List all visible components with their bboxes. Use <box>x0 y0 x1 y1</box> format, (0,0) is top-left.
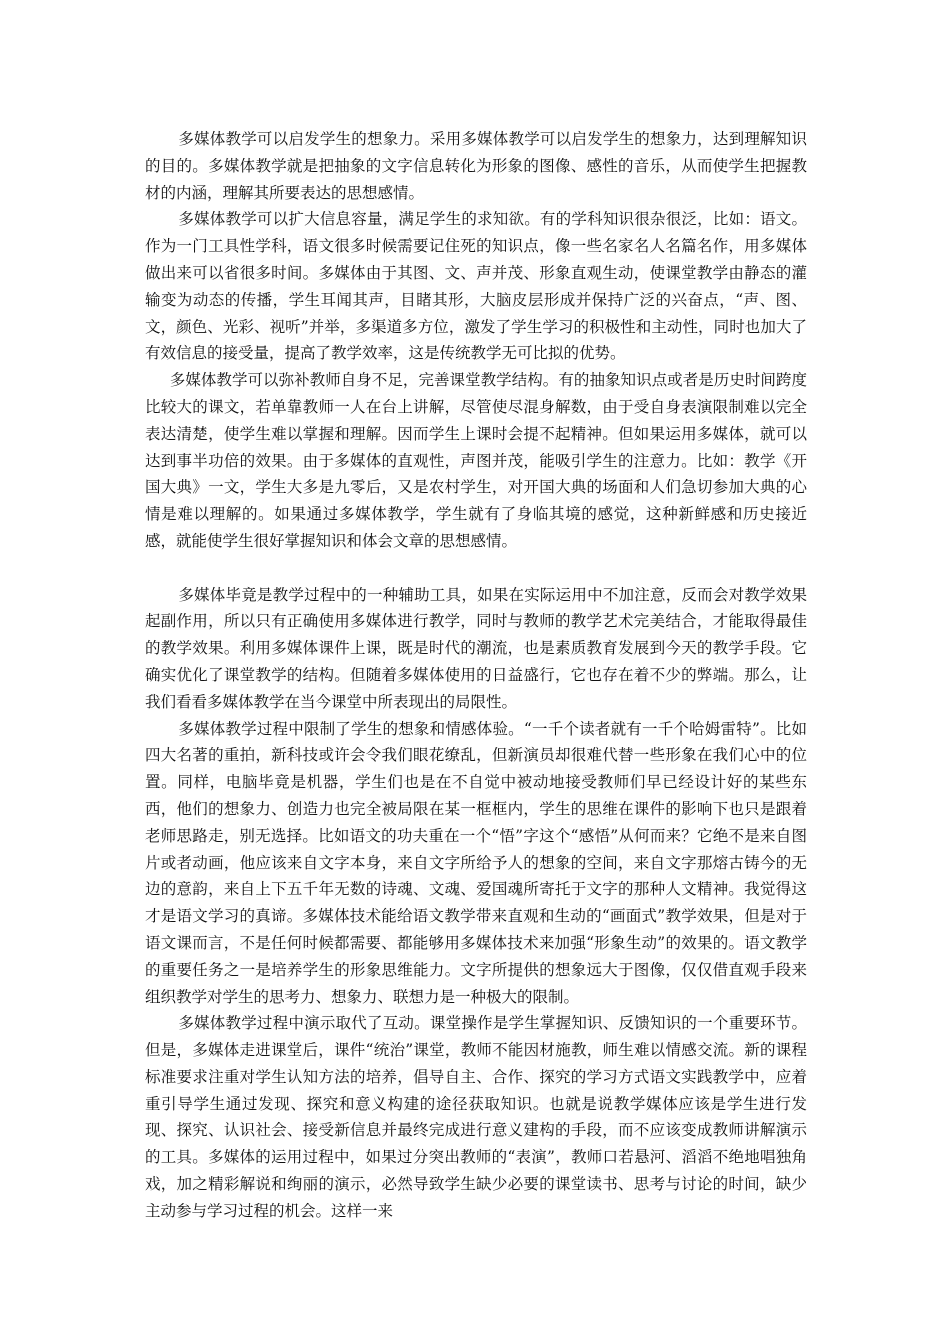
paragraph-imagination: 多媒体教学可以启发学生的想象力。采用多媒体教学可以启发学生的想象力，达到理解知识的目的。多媒体教学就是把抽象的文字信息转化为形象的图像、感性的音乐，从而使学生把握教材的内涵，理解其所要表达的思想感情。 <box>145 130 807 202</box>
paragraph-auxiliary-tool: 多媒体毕竟是教学过程中的一种辅助工具，如果在实际运用中不加注意，反而会对教学效果起副作用，所以只有正确使用多媒体进行教学，同时与教师的教学艺术完美结合，才能取得最佳的教学效果。利用多媒体课件上课，既是时代的潮流，也是素质教育发展到今天的教学手段。它确实优化了课堂教学的结构。但随着多媒体使用的日益盛行，它也存在着不少的弊端。那么，让我们看看多媒体教学在当今课堂中所表现出的局限性。 <box>145 585 807 711</box>
document-body <box>145 126 807 1225</box>
paragraph-information-capacity: 多媒体教学可以扩大信息容量，满足学生的求知欲。有的学科知识很杂很泛，比如：语文。作为一门工具性学科，语文很多时候需要记住死的知识点，像一些名家名人名篇名作，用多媒体做出来可以省很多时间。多媒体由于其图、文、声并茂、形象直观生动，使课堂教学由静态的灌输变为动态的传播，学生耳闻其声，目睹其形，大脑皮层形成并保持广泛的兴奋点，“声、图、文，颜色、光彩、视听”并举，多渠道多方位，激发了学生学习的积极性和主动性，同时也加大了有效信息的接受量，提高了教学效率，这是传统教学无可比拟的优势。 <box>145 210 807 363</box>
paragraph-teacher-shortcomings: 多媒体教学可以弥补教师自身不足，完善课堂教学结构。有的抽象知识点或者是历史时间跨度比较大的课文，若单靠教师一人在台上讲解，尽管使尽混身解数，由于受自身表演限制难以完全表达清楚，使学生难以掌握和理解。因而学生上课时会提不起精神。但如果运用多媒体，就可以达到事半功倍的效果。由于多媒体的直观性，声图并茂，能吸引学生的注意力。比如：教学《开国大典》一文，学生大多是九零后，又是农村学生，对开国大典的场面和人们急切参加大典的心情是难以理解的。如果通过多媒体教学，学生就有了身临其境的感觉，这种新鲜感和历史接近感，就能使学生很好掌握知识和体会文章的思想感情。 <box>145 371 807 550</box>
paragraph-limits-imagination: 多媒体教学过程中限制了学生的想象和情感体验。“一千个读者就有一千个哈姆雷特”。比如四大名著的重拍，新科技或许会令我们眼花缭乱，但新演员却很难代替一些形象在我们心中的位置。同样，电脑毕竟是机器，学生们也是在不自觉中被动地接受教师们早已经设计好的某些东西，他们的想象力、创造力也完全被局限在某一框框内，学生的思维在课件的影响下也只是跟着老师思路走，别无选择。比如语文的功夫重在一个“悟”字这个“感悟”从何而来？它绝不是来自图片或者动画，他应该来自文字本身，来自文字所给予人的想象的空间，来自文字那熔古铸今的无边的意韵，来自上下五千年无数的诗魂、文魂、爱国魂所寄托于文字的那种人文精神。我觉得这才是语文学习的真谛。多媒体技术能给语文教学带来直观和生动的“画面式”教学效果，但是对于语文课而言，不是任何时候都需要、都能够用多媒体技术来加强“形象生动”的效果的。语文教学的重要任务之一是培养学生的形象思维能力。文字所提供的想象远大于图像，仅仅借直观手段来组织教学对学生的思考力、想象力、联想力是一种极大的限制。 <box>145 719 807 1006</box>
paragraph-gap <box>145 555 807 582</box>
paragraph-demonstration-replaces-interaction: 多媒体教学过程中演示取代了互动。课堂操作是学生掌握知识、反馈知识的一个重要环节。但是，多媒体走进课堂后，课件“统治”课堂，教师不能因材施教，师生难以情感交流。新的课程标准要求注重对学生认知方法的培养，倡导自主、合作、探究的学习方式语文实践教学中，应着重引导学生通过发现、探究和意义构建的途径获取知识。也就是说教学媒体应该是学生进行发现、探究、认识社会、接受新信息并最终完成进行意义建构的手段，而不应该变成教师讲解演示的工具。多媒体的运用过程中，如果过分突出教师的“表演”，教师口若悬河、滔滔不绝地唱独角戏，加之精彩解说和绚丽的演示，必然导致学生缺少必要的课堂读书、思考与讨论的时间，缺少主动参与学习过程的机会。这样一来 <box>145 1014 807 1220</box>
